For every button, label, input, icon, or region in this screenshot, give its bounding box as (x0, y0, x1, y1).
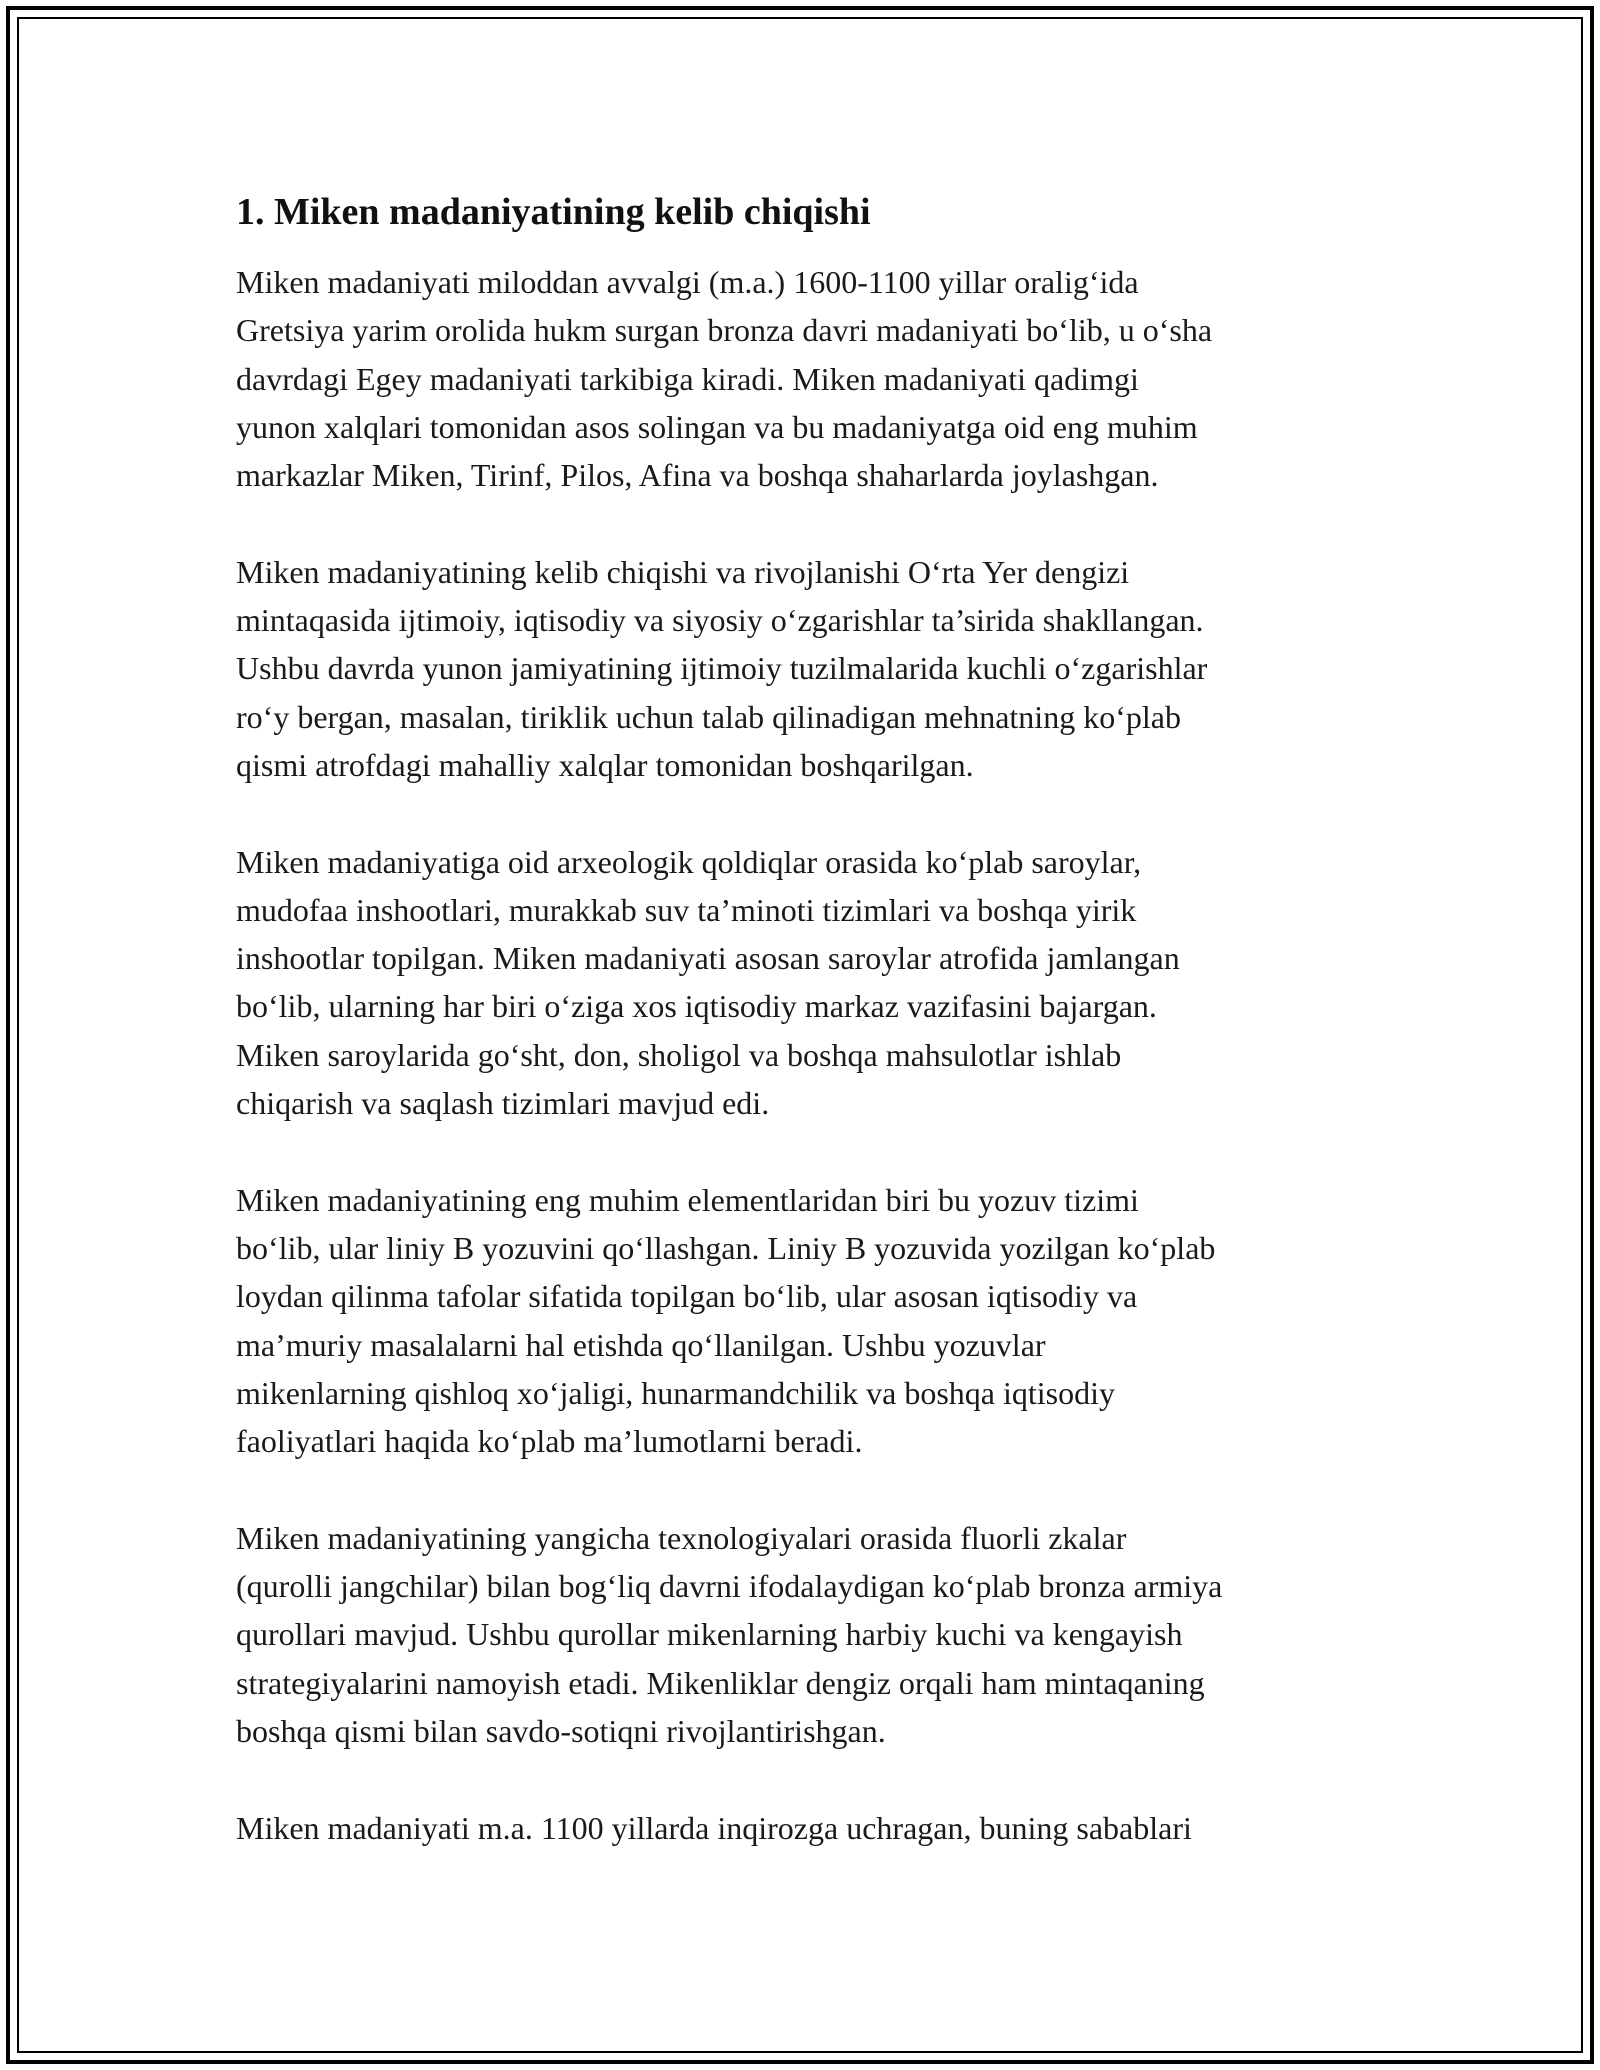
text-line: qurollari mavjud. Ushbu qurollar mikenlarning harbiy kuchi va kengayish (236, 1616, 1183, 1653)
text-line: chiqarish va saqlash tizimlari mavjud edi. (236, 1085, 770, 1122)
text-line: boshqa qismi bilan savdo-sotiqni rivojlantirishgan. (236, 1712, 886, 1749)
text-line: davrdagi Egey madaniyati tarkibiga kiradi. Miken madaniyati qadimgi (236, 360, 1139, 397)
text-line: inshootlar topilgan. Miken madaniyati asosan saroylar atrofida jamlangan (236, 940, 1180, 977)
text-line: bo‘lib, ularning har biri o‘ziga xos iqtisodiy markaz vazifasini bajargan. (236, 988, 1157, 1025)
text-line: mudofaa inshootlari, murakkab suv ta’minoti tizimlari va boshqa yirik (236, 891, 1137, 928)
text-line: Miken madaniyatining eng muhim elementlaridan biri bu yozuv tizimi (236, 1181, 1139, 1218)
text-line: bo‘lib, ular liniy B yozuvini qo‘llashgan. Liniy B yozuvida yozilgan ko‘plab (236, 1229, 1216, 1266)
text-line: ma’muriy masalalarni hal etishda qo‘llanilgan. Ushbu yozuvlar (236, 1326, 1046, 1363)
text-line: qismi atrofdagi mahalliy xalqlar tomonidan boshqarilgan. (236, 746, 974, 783)
text-line: mikenlarning qishloq xo‘jaligi, hunarmandchilik va boshqa iqtisodiy (236, 1374, 1115, 1411)
paragraph-6 (236, 1804, 1376, 1852)
text-line: Miken madaniyatining kelib chiqishi va rivojlanishi O‘rta Yer dengizi (236, 553, 1130, 590)
text-line: Miken madaniyati m.a. 1100 yillarda inqirozga uchragan, buning sabablari (236, 1809, 1192, 1846)
text-line: Miken madaniyatining yangicha texnologiyalari orasida fluorli zkalar (236, 1519, 1127, 1556)
text-line: Miken madaniyati miloddan avvalgi (m.a.) 1600-1100 yillar oralig‘ida (236, 264, 1139, 300)
section-heading: 1. Miken madaniyatining kelib chiqishi (236, 191, 871, 233)
text-line: Miken saroylarida go‘sht, don, sholigol va boshqa mahsulotlar ishlab (236, 1036, 1122, 1073)
text-line: Miken madaniyatiga oid arxeologik qoldiqlar orasida ko‘plab saroylar, (236, 843, 1142, 880)
text-line: loydan qilinma tafolar sifatida topilgan bo‘lib, ular asosan iqtisodiy va (236, 1278, 1138, 1315)
paragraph-4 (236, 1176, 1376, 1466)
text-line: faoliyatlari haqida ko‘plab ma’lumotlarni beradi. (236, 1423, 863, 1460)
text-line: (qurolli jangchilar) bilan bog‘liq davrni ifodalaydigan ko‘plab bronza armiya (236, 1568, 1223, 1605)
text-line: Gretsiya yarim orolida hukm surgan bronza davri madaniyati bo‘lib, u o‘sha (236, 312, 1213, 349)
document-body (236, 188, 1376, 1900)
paragraph-2 (236, 548, 1376, 789)
text-line: ro‘y bergan, masalan, tiriklik uchun talab qilinadigan mehnatning ko‘plab (236, 698, 1181, 735)
text-line: Ushbu davrda yunon jamiyatining ijtimoiy tuzilmalarida kuchli o‘zgarishlar (236, 650, 1208, 687)
paragraph-1 (236, 258, 1376, 499)
text-line: markazlar Miken, Tirinf, Pilos, Afina va boshqa shaharlarda joylashgan. (236, 457, 1159, 494)
paragraph-5 (236, 1514, 1376, 1755)
text-line: strategiyalarini namoyish etadi. Mikenliklar dengiz orqali ham mintaqaning (236, 1664, 1205, 1701)
paragraph-3 (236, 838, 1376, 1128)
text-line: mintaqasida ijtimoiy, iqtisodiy va siyosiy o‘zgarishlar ta’sirida shakllangan. (236, 602, 1204, 639)
text-line: yunon xalqlari tomonidan asos solingan va bu madaniyatga oid eng muhim (236, 408, 1198, 445)
